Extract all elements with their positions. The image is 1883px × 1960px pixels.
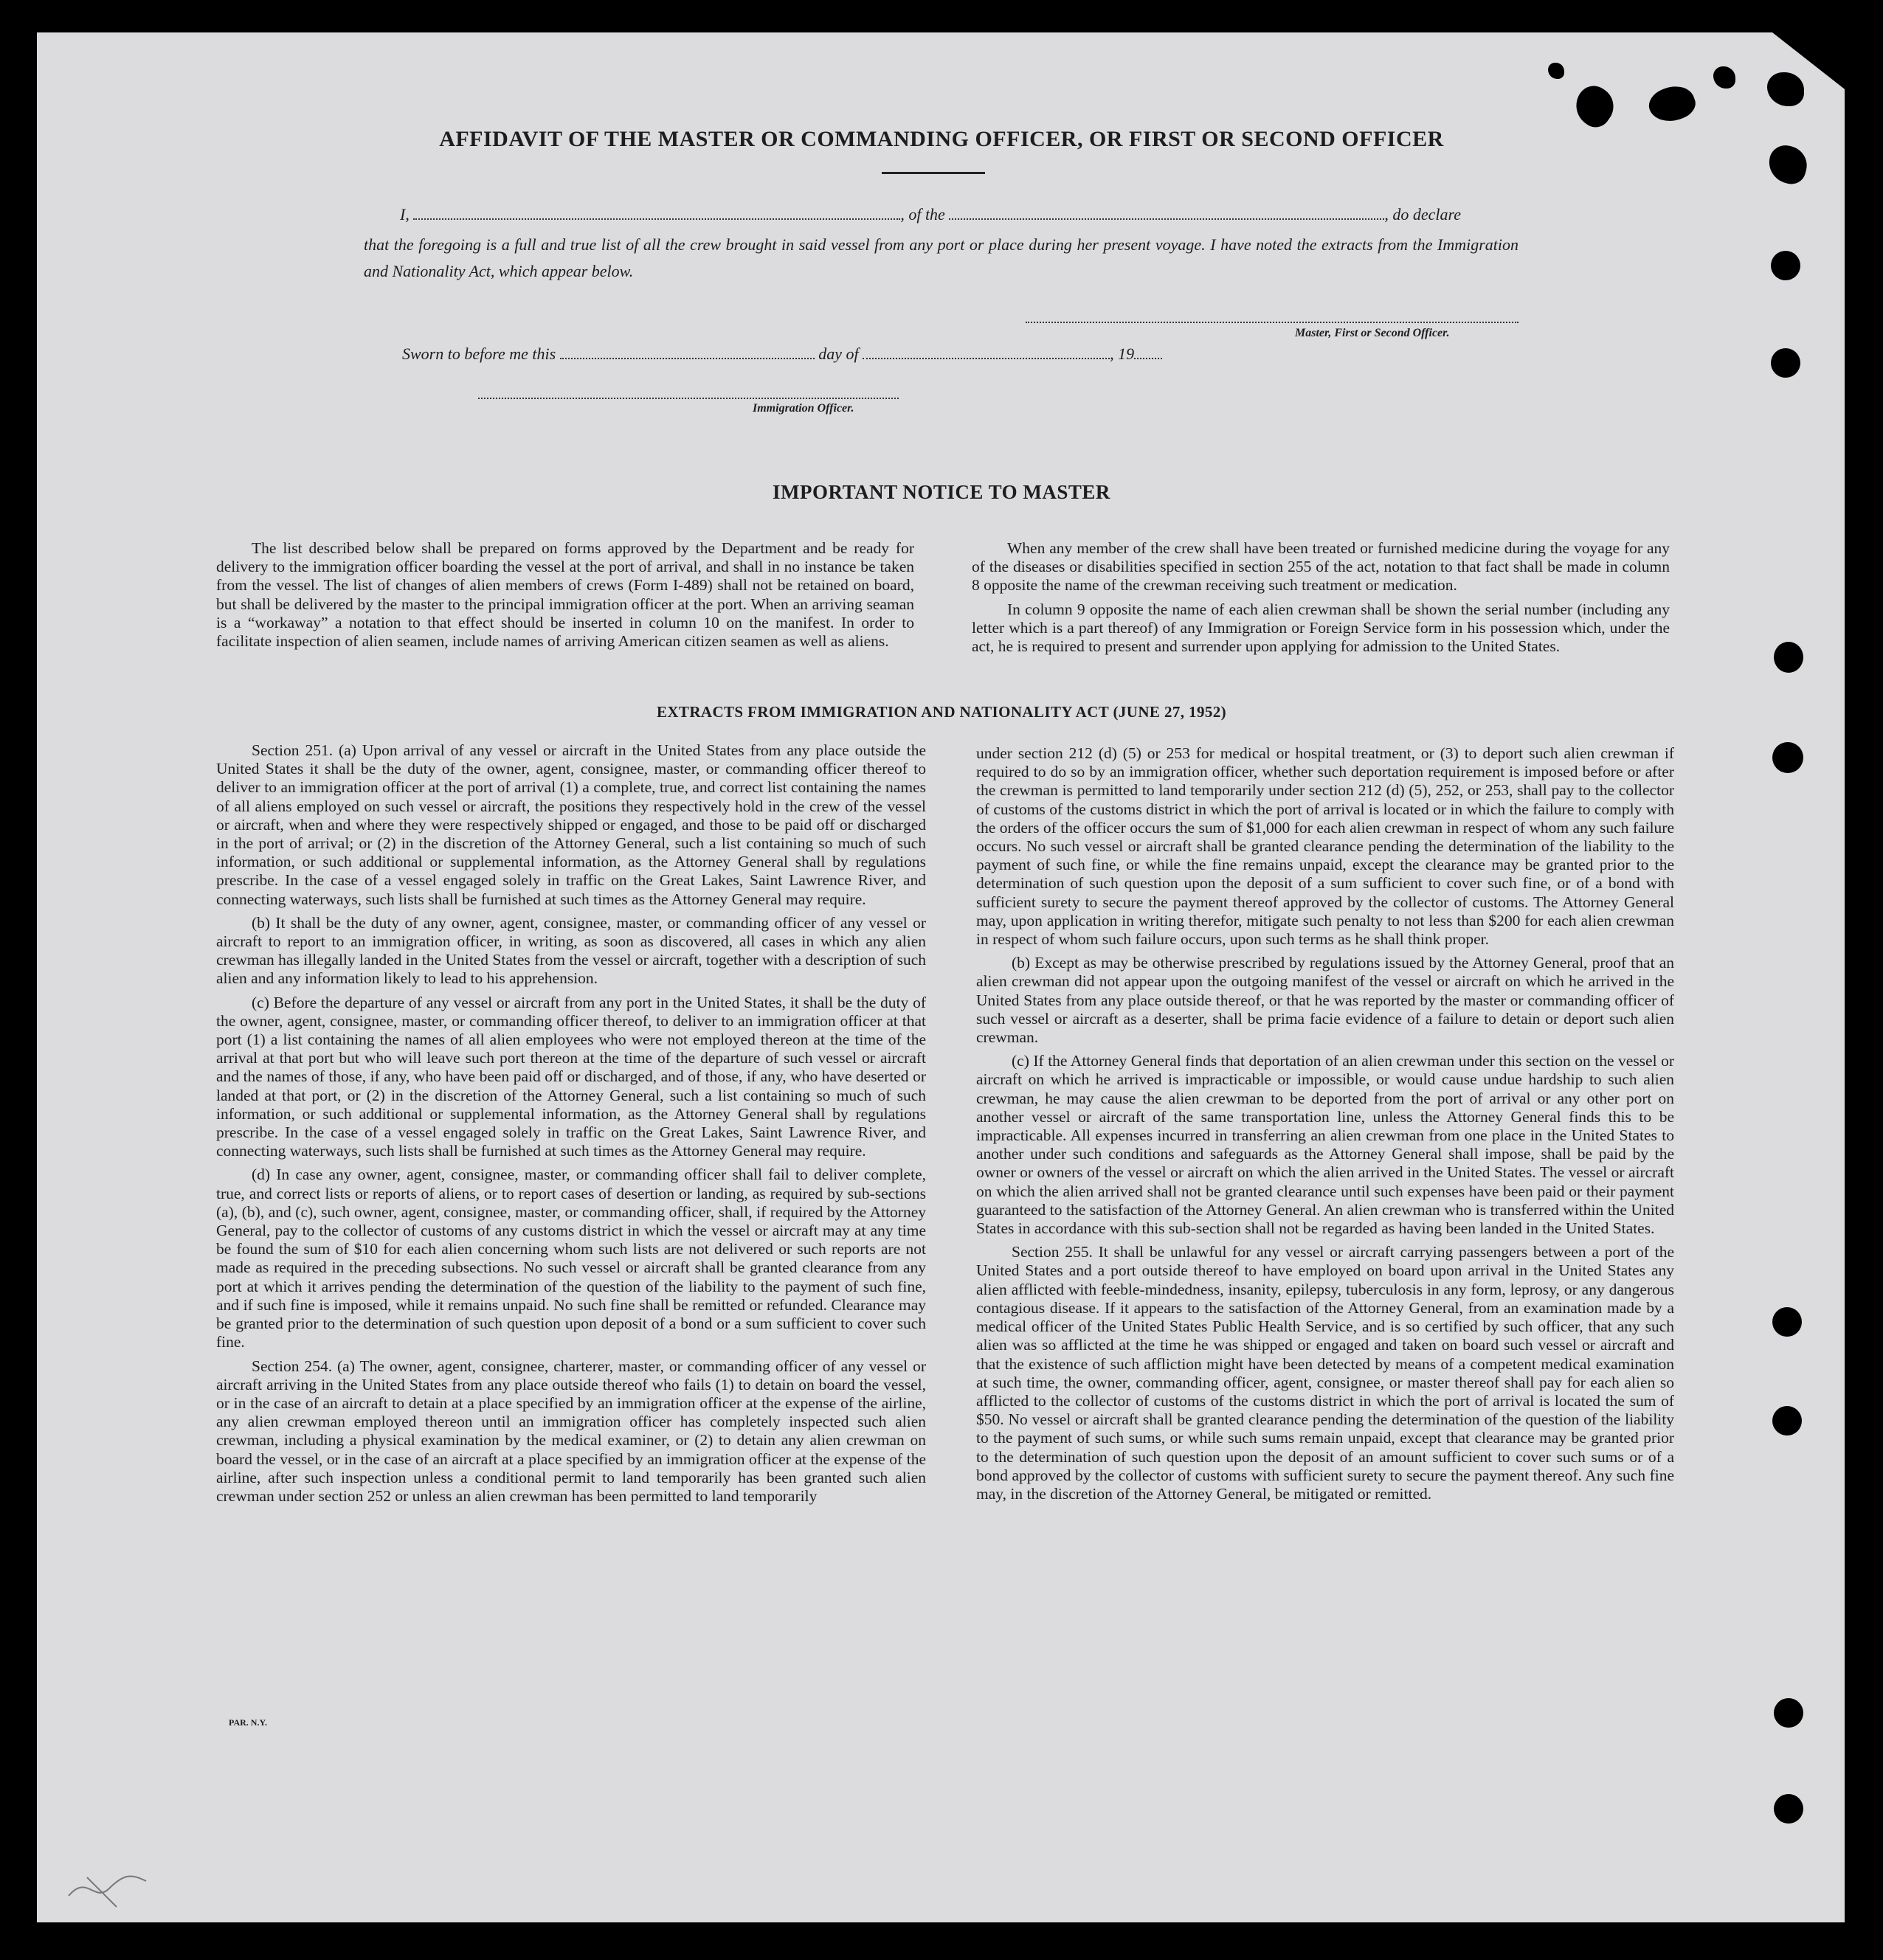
notice-paragraph: When any member of the crew shall have been treated or furnished medicine during the voyage for any of the diseases or disabilities specified in section 255 of the act, notation to that fact shall be made in column 8 opposite the name of the crewman receiving such treatment or medication. [972,539,1670,595]
punch-hole [1772,742,1803,773]
punch-hole [1774,1794,1803,1824]
master-signature-field[interactable] [1026,322,1519,323]
section-paragraph: under section 212 (d) (5) or 253 for medical or hospital treatment, or (3) to deport such alien crewman if required to do so by an immigration officer, whether such deportation requirement is imposed before or after the crewman is permitted to land temporarily under section 212 (d) (5), 252, or 253, shall pay to the collector of customs of the customs district in which the port of arrival is located or in which the failure to comply with the orders of the officer occurs the sum of $1,000 for each alien crewman in respect of whom any such failure occurs. No such vessel or aircraft shall be granted clearance pending the determination of the liability to the payment of such fine, or while the fine remains unpaid, except the clearance may be granted prior to the determination of such question upon the deposit of a sum sufficient to cover such fine, or of a bond with sufficient surety to secure the payment thereof approved by the collector of customs. The Attorney General may, upon application in writing therefor, mitigate such penalty to not less than $200 for each alien crewman in respect of whom such failure occurs, upon such terms as he shall think proper. [976,744,1674,949]
punch-hole [1774,642,1803,673]
section-paragraph: (c) If the Attorney General finds that deportation of an alien crewman under this section on the vessel or aircraft on which he arrived is impracticable or impossible, or would cause undue hardship to such alien crewman, he may cause the alien crewman to be deported from the port of arrival or any other port on another vessel or aircraft of the same transportation line, unless the Attorney General finds this to be impracticable. All expenses incurred in transferring an alien crewman from one place in the United States to another under such conditions and safeguards as the Attorney General shall impose, shall be paid by the owner or owners of the vessel or aircraft on which the alien arrived in the United States. The vessel or aircraft on which the alien arrived shall not be granted clearance until such expenses have been paid or their payment guaranteed to the satisfaction of the Attorney General. An alien crewman who is transferred within the United States in accordance with this sub-section shall not be regarded as having been landed in the United States. [976,1052,1674,1238]
notice-title: IMPORTANT NOTICE TO MASTER [773,481,1110,503]
punch-hole [1771,348,1800,378]
do-declare-label: , do declare [1384,205,1461,224]
punch-hole [1772,1307,1802,1337]
extracts-left-column [216,741,926,1511]
section-paragraph: (d) In case any owner, agent, consignee, master, or commanding officer shall fail to deliver complete, true, and correct lists or reports of aliens, or to report cases of desertion or landing, as required by sub-sections (a), (b), and (c), such owner, agent, consignee, master, or commanding officer, shall, if required by the Attorney General, pay to the collector of customs of any customs district in which the vessel or aircraft may at any time be found the sum of $10 for each alien concerning whom such lists are not delivered or such reports are not made as required in the preceding subsections. No such vessel or aircraft shall be granted clearance from any port at which it arrives pending the determination of the question of the liability to the payment of such fine, and if such fine is imposed, while it remains unpaid. No such fine shall be remitted or refunded. Clearance may be granted prior to the determination of such question upon deposit of a bond or a sum sufficient to cover such fine. [216,1166,926,1351]
sworn-line [402,344,1162,364]
section-paragraph: (c) Before the departure of any vessel or aircraft from any port in the United States, it shall be the duty of the owner, agent, consignee, master, or commanding officer thereof, to deliver to an immigration officer at that port (1) a list containing the names of all alien employees who were not employed thereon at the time of the arrival at that port but who will leave such port thereon at the time of the departure of such vessel or aircraft and the names of those, if any, who have been paid off or discharged, and of those, if any, who have deserted or landed at that port, or (2) in the discretion of the Attorney General, such a list containing so much of such information, or such additional or supplemental information, as the Attorney General shall by regulations prescribe. In the case of a vessel engaged solely in traffic on the Great Lakes, Saint Lawrence River, and connecting waterways, such lists shall be furnished at such times as the Attorney General may require. [216,993,926,1160]
master-caption: Master, First or Second Officer. [1295,327,1450,339]
punch-hole [1774,1698,1803,1728]
day-of-label: day of [818,344,859,363]
notice-paragraph: In column 9 opposite the name of each alien crewman shall be shown the serial number (including any letter which is a part thereof) of any Immigration or Foreign Service form in his possession which, under the act, he is required to present and surrender upon applying for admission to the United States. [972,600,1670,656]
affidavit-title: AFFIDAVIT OF THE MASTER OR COMMANDING OFFICER, OR FIRST OR SECOND OFFICER [439,127,1444,151]
extracts-title: EXTRACTS FROM IMMIGRATION AND NATIONALITY ACT (JUNE 27, 1952) [656,703,1227,721]
section-paragraph: (b) Except as may be otherwise prescribed by regulations issued by the Attorney General, proof that an alien crewman did not appear upon the outgoing manifest of the vessel or aircraft on which he arrived in the United States from any place outside thereof, or that he was reported by the master or commanding officer of such vessel or aircraft as a deserter, shall be prima facie evidence of a failure to detain or deport such alien crewman. [976,954,1674,1047]
of-the-label: , of the [900,205,945,224]
damage-mark [1548,63,1564,79]
year-label: , 19 [1110,344,1135,363]
declaration-body: that the foregoing is a full and true list of all the crew brought in said vessel from any port or place during her present voyage. I have noted the extracts from the Immigration and Nationality Act, which appear below. [364,235,1519,280]
vessel-name-field[interactable] [949,218,1384,220]
section-paragraph: Section 251. (a) Upon arrival of any vessel or aircraft in the United States from any place outside the United States it shall be the duty of the owner, agent, consignee, master, or commanding officer thereof to deliver to an immigration officer at the port of arrival (1) a complete, true, and correct list containing the names of all aliens employed on such vessel or aircraft, the positions they respectively hold in the crew of the vessel or aircraft, when and where they were respectively shipped or engaged, and those to be paid off or discharged in the port of arrival; or (2) in the discretion of the Attorney General, such a list containing so much of such information, or such additional or supplemental information, as the Attorney General shall by regulations prescribe. In the case of a vessel engaged solely in traffic on the Great Lakes, Saint Lawrence River, and connecting waterways, such lists shall be furnished at such times as the Attorney General may require. [216,741,926,908]
punch-hole [1772,1406,1802,1436]
pencil-mark [65,1866,153,1911]
extracts-right-column [976,744,1674,1509]
title-rule [882,172,985,174]
notice-paragraph: The list described below shall be prepared on forms approved by the Department and be ready for delivery to the immigration officer boarding the vessel at the port of arrival, and shall in no instance be taken from the vessel. The list of changes of alien members of crews (Form I-489) shall not be retained on board, but shall be delivered by the master to the principal immigration officer at the port. When an arriving seaman is a “workaway” a notation to that effect should be inserted in column 10 on the manifest. In order to facilitate inspection of alien seamen, include names of arriving American citizen seamen as well as aliens. [216,539,914,651]
immigration-officer-signature-field[interactable] [478,398,899,399]
section-paragraph: (b) It shall be the duty of any owner, agent, consignee, master, or commanding officer of any vessel or aircraft to report to an immigration officer, in writing, as soon as discovered, all cases in which any alien crewman has illegally landed in the United States from the vessel or aircraft, together with a description of such alien and any information likely to lead to his apprehension. [216,913,926,988]
sworn-label: Sworn to before me this [402,344,556,363]
immigration-officer-caption: Immigration Officer. [753,402,854,415]
section-paragraph: Section 255. It shall be unlawful for any vessel or aircraft carrying passengers between a port of the United States and a port outside thereof to have employed on board upon arrival in the United States any alien afflicted with feeble-mindedness, insanity, epilepsy, tuberculosis in any form, leprosy, or any dangerous contagious disease. If it appears to the satisfaction of the Attorney General, from an examination made by a medical officer of the United States Public Health Service, and is so certified by such officer, that any such alien was so afflicted at the time he was shipped or engaged and taken on board such vessel or aircraft and that the existence of such affliction might have been detected by means of a competent medical examination at such time, the owner, commanding officer, agent, consignee, or master thereof shall pay for each alien so afflicted to the collector of customs of the customs district in which the port of arrival is located the sum of $50. No vessel or aircraft shall be granted clearance pending the determination of the question of the liability to the payment of such sums, or while such sums remain unpaid, except that clearance may be granted prior to the determination of such question upon the deposit of an amount sufficient to cover such sums or of a bond approved by the collector of customs with sufficient surety to secure the payment thereof. Any such fine may, in the discretion of the Attorney General, be mitigated or remitted. [976,1243,1674,1503]
declaration-line [400,205,1461,224]
sworn-year-field[interactable] [1134,358,1162,359]
declarant-label: I, [400,205,410,224]
declarant-name-field[interactable] [413,218,900,220]
notice-left-column [216,539,914,656]
section-paragraph: Section 254. (a) The owner, agent, consignee, charterer, master, or commanding officer of any vessel or aircraft arriving in the United States from any place outside thereof who fails (1) to detain on board the vessel, or in the case of an aircraft to detain at a place specified by an immigration officer at the expense of the airline, any alien crewman employed thereon until an immigration officer has completely inspected such alien crewman, including a physical examination by the medical examiner, or (2) to detain any alien crewman on board the vessel, or in the case of an aircraft at a place specified by an immigration officer at the expense of the airline, after such inspection unless a conditional permit to land temporarily has been granted such alien crewman under section 252 or unless an alien crewman has been permitted to land temporarily [216,1357,926,1505]
notice-right-column [972,539,1670,661]
sworn-day-field[interactable] [560,358,815,359]
printer-mark: PAR. N.Y. [229,1717,268,1728]
sworn-month-field[interactable] [863,358,1110,359]
punch-hole [1771,251,1800,280]
